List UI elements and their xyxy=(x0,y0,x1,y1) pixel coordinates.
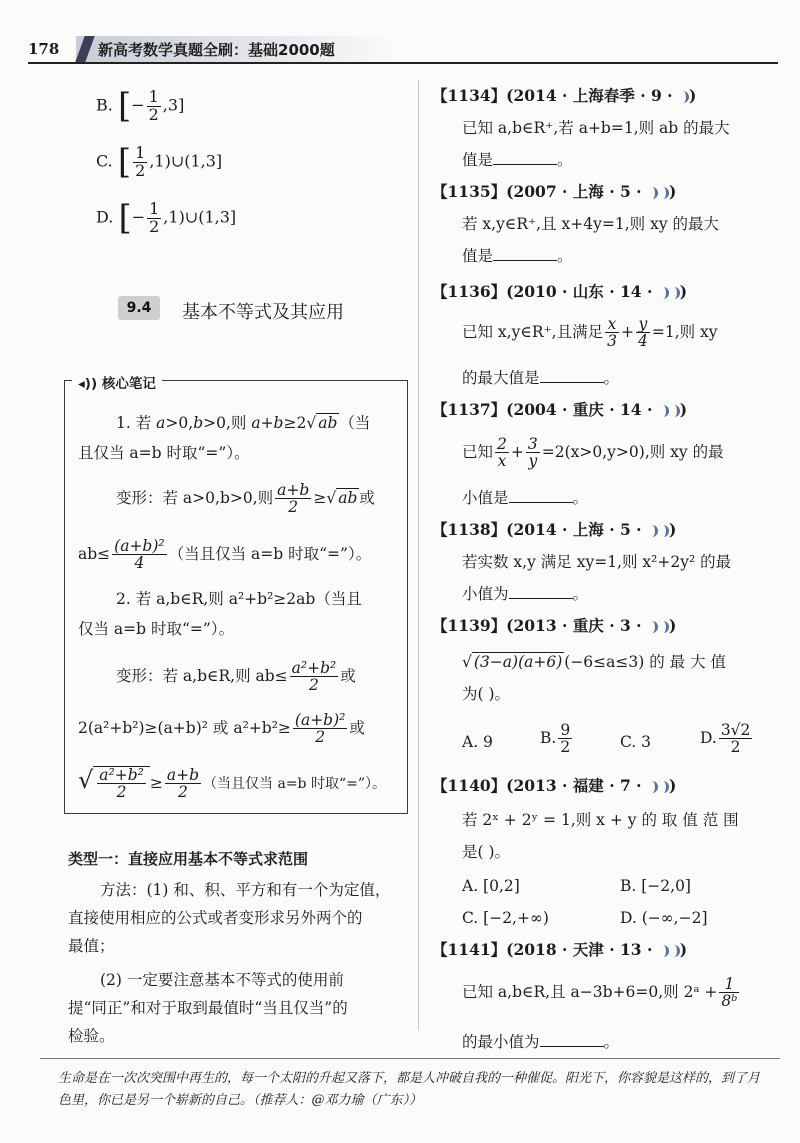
difficulty-icon xyxy=(648,781,658,793)
option-b-tail: ,3] xyxy=(162,95,185,115)
option-c-label: C. xyxy=(96,151,113,171)
book-title: 新高考数学真题全刷：基础2000题 xyxy=(98,41,335,59)
q1140-line-2: 是( )。 xyxy=(462,843,511,861)
method-line-1: 方法：(1) 和、积、平方和有一个为定值， xyxy=(100,881,391,899)
method-line-3: 最值； xyxy=(68,937,115,955)
q1139-line-2: 为( )。 xyxy=(462,685,511,703)
core-notes-tab xyxy=(72,372,162,392)
difficulty-icon xyxy=(659,621,669,633)
q1135-line-1: 若 x,y∈R⁺,且 x+4y=1,则 xy 的最大 xyxy=(462,215,720,233)
method-line-2: 直接使用相应的公式或者变形求另外两个的 xyxy=(68,909,363,927)
q1134-header: 【1134】(2014 · 上海春季 · 9 · ) xyxy=(432,86,697,105)
q1139-option-c: C. 3 xyxy=(620,733,652,751)
method-line-5: 提“同正”和对于取到最值时“当且仅当”的 xyxy=(68,999,348,1017)
core-notes-label: 核心笔记 xyxy=(101,376,156,392)
note-line-7: 变形：若 a,b∈R,则 ab≤ $\frac{\text{a²+b²}}{2}$ 或 xyxy=(116,659,356,695)
answer-blank xyxy=(540,1030,604,1047)
footer-quote-line-1: 生命是在一次次突围中再生的，每一个太阳的升起又落下，都是人冲破自我的一种催促。阳光下，你容貌是这样的，到了月 xyxy=(58,1071,761,1086)
difficulty-icon xyxy=(648,525,658,537)
option-c-frac: $\frac{1}{2}$ xyxy=(135,142,146,180)
footer-quote-line-2: 色里，你已是另一个崭新的自己。（推荐人：@邓力瑜（广东）） xyxy=(58,1093,423,1108)
note-line-5: 2. 若 a,b∈R,则 a²+b²≥2ab（当且 xyxy=(116,590,362,608)
method-heading: 类型一：直接应用基本不等式求范围 xyxy=(68,850,309,868)
option-d-tail: ,1)∪(1,3] xyxy=(163,207,237,227)
difficulty-icon xyxy=(659,187,669,199)
q1140-option-d: D. (−∞,−2] xyxy=(620,909,708,927)
q1136-header: 【1136】(2010 · 山东 · 14 · ) xyxy=(432,282,688,301)
option-b-frac: $\frac{1}{2}$ xyxy=(148,86,159,124)
section-title: 基本不等式及其应用 xyxy=(182,302,344,323)
q1135-line-2: 值是 。 xyxy=(462,244,573,268)
section-number-badge xyxy=(118,296,160,320)
q1140-header: 【1140】(2013 · 福建 · 7 · ) xyxy=(432,776,677,795)
q1139-option-a: A. 9 xyxy=(462,733,493,751)
q1139-option-d: D. $\frac{3√2}{2}$ xyxy=(700,721,751,757)
difficulty-icon xyxy=(648,621,658,633)
q1140-option-c: C. [−2,+∞) xyxy=(462,909,549,927)
note-line-6: 仅当 a=b 时取“=”）。 xyxy=(78,620,235,638)
q1139-header: 【1139】(2013 · 重庆 · 3 · ) xyxy=(432,616,677,635)
q1136-line-2: 的最大值是 。 xyxy=(462,366,619,390)
q1140-line-1: 若 2ˣ + 2ʸ = 1,则 x + y 的 取 值 范 围 xyxy=(462,811,739,829)
method-line-4: (2) 一定要注意基本不等式的使用前 xyxy=(100,971,344,989)
note-line-9: √ $\frac{\text{a²+b²}}{2}$ ≥ $\frac{a+b}{2}$ （当且仅当 a=b 时取“=”）。 xyxy=(78,765,387,802)
difficulty-icon xyxy=(659,525,669,537)
answer-blank xyxy=(540,366,604,383)
difficulty-icon xyxy=(659,405,669,417)
q1137-line-2: 小值是 。 xyxy=(462,486,588,510)
q1139-option-b: B. $\frac{9}{2}$ xyxy=(540,721,571,757)
column-divider xyxy=(418,80,419,1030)
option-c: C. [ $\frac{1}{2}$ ,1)∪(1,3] xyxy=(96,142,223,182)
answer-blank xyxy=(493,244,557,261)
q1138-line-2: 小值为 。 xyxy=(462,582,588,606)
difficulty-icon xyxy=(670,945,680,957)
page-number: 178 xyxy=(28,40,60,58)
section-number: 9.4 xyxy=(126,300,152,316)
answer-blank xyxy=(493,148,557,165)
difficulty-icon xyxy=(679,91,689,103)
note-line-8: 2(a²+b²)≥(a+b)² 或 a²+b²≥ $\frac{\text{(a+b)²}}{2}$ 或 xyxy=(78,711,365,747)
speaker-icon: ◂)) xyxy=(78,376,98,392)
option-d: D. [− $\frac{1}{2}$ ,1)∪(1,3] xyxy=(96,198,237,238)
q1137-line-1: 已知 $\frac{2}{x}$ + $\frac{3}{y}$ =2(x>0,y>0),则 xy 的最 xyxy=(462,435,724,471)
option-d-frac: $\frac{1}{2}$ xyxy=(149,198,160,236)
difficulty-icon xyxy=(670,405,680,417)
method-line-6: 检验。 xyxy=(68,1027,115,1045)
q1141-line-1: 已知 a,b∈R,且 a−3b+6=0,则 2ᵃ + $\frac{1}{\text{8ᵇ}}$ xyxy=(462,975,738,1011)
header-rule xyxy=(28,62,778,64)
q1141-line-2: 的最小值为 。 xyxy=(462,1030,619,1054)
option-d-label: D. xyxy=(96,207,114,227)
note-line-2: 且仅当 a=b 时取“=”）。 xyxy=(78,444,250,462)
q1134-line-1: 已知 a,b∈R⁺,若 a+b=1,则 ab 的最大 xyxy=(462,119,730,137)
q1138-header: 【1138】(2014 · 上海 · 5 · ) xyxy=(432,520,677,539)
difficulty-icon xyxy=(648,187,658,199)
q1134-line-2: 值是 。 xyxy=(462,148,573,172)
difficulty-icon xyxy=(659,287,669,299)
difficulty-icon xyxy=(659,945,669,957)
answer-blank xyxy=(509,582,573,599)
q1138-line-1: 若实数 x,y 满足 xy=1,则 x²+2y² 的最 xyxy=(462,553,732,571)
note-line-3: 变形：若 a>0,b>0,则 $\frac{a+b}{2}$ ≥√ ab 或 xyxy=(116,481,375,517)
q1136-line-1: 已知 x,y∈R⁺,且满足 $\frac{x}{3}$ + $\frac{y}{4}$ =1,则 xy xyxy=(462,315,718,351)
q1135-header: 【1135】(2007 · 上海 · 5 · ) xyxy=(432,182,677,201)
option-c-tail: ,1)∪(1,3] xyxy=(149,151,223,171)
note-line-1: 1. 若 a>0,b>0,则 a+b≥2√ ab （当 xyxy=(116,414,371,432)
footer-rule xyxy=(40,1058,780,1059)
q1137-header: 【1137】(2004 · 重庆 · 14 · ) xyxy=(432,400,688,419)
footer-quote xyxy=(58,1068,778,1112)
answer-blank xyxy=(509,486,573,503)
option-b: B. [− $\frac{1}{2}$ ,3] xyxy=(96,86,185,126)
note-line-4: ab≤ $\frac{\text{(a+b)²}}{4}$ （当且仅当 a=b 时取“=”）。 xyxy=(78,537,372,573)
q1140-option-a: A. [0,2] xyxy=(462,877,520,895)
difficulty-icon xyxy=(670,287,680,299)
option-b-label: B. xyxy=(96,95,113,115)
q1141-header: 【1141】(2018 · 天津 · 13 · ) xyxy=(432,940,688,959)
q1140-option-b: B. [−2,0] xyxy=(620,877,691,895)
q1139-line-1: √ (3−a)(a+6) (−6≤a≤3) 的 最 大 值 xyxy=(462,653,726,671)
difficulty-icon xyxy=(659,781,669,793)
